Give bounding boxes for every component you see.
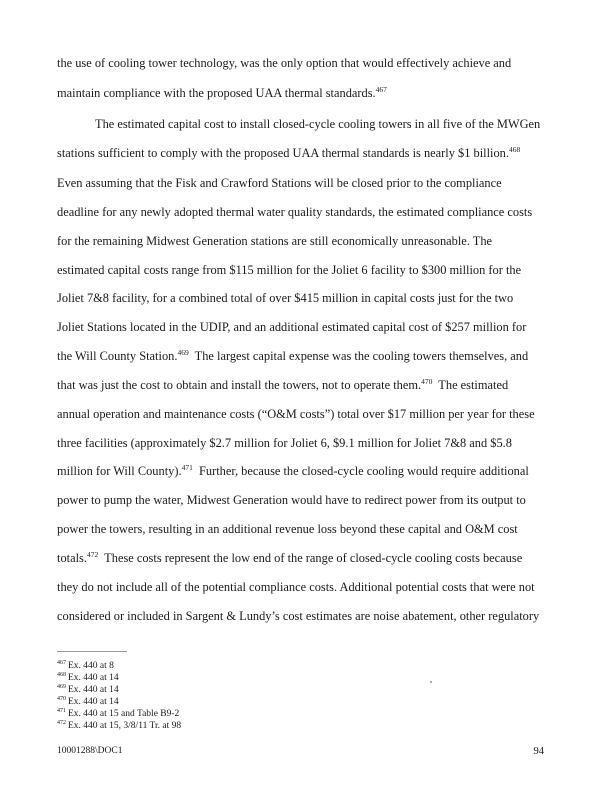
page-number: 94 xyxy=(533,746,544,757)
footnote-text: Ex. 440 at 15 and Table B9-2 xyxy=(68,709,180,719)
body-line-text: power the towers, resulting in an additional revenue loss beyond these capital and O&M cost xyxy=(57,522,518,536)
footnote xyxy=(57,697,119,708)
body-line xyxy=(57,56,511,70)
footnote xyxy=(57,721,181,732)
body-line-text: annual operation and maintenance costs (“O&M costs”) total over $17 million per year for these xyxy=(57,407,535,421)
body-line-text-cont: The largest capital expense was the cooling towers themselves, and xyxy=(188,349,529,363)
footnote-text: Ex. 440 at 14 xyxy=(68,697,119,707)
body-line-text: totals. xyxy=(57,551,87,565)
body-line xyxy=(57,176,502,190)
body-line xyxy=(95,117,540,131)
body-line xyxy=(57,436,512,450)
body-line-text: Joliet Stations located in the UDIP, and an additional estimated capital cost of $257 million for xyxy=(57,320,527,334)
footnote-number: 469 xyxy=(57,683,66,690)
body-line-text: deadline for any newly adopted thermal water quality standards, the estimated compliance costs xyxy=(57,205,533,219)
body-line-text-cont: Further, because the closed-cycle cooling would require additional xyxy=(192,464,529,478)
body-line-text: maintain compliance with the proposed UAA thermal standards. xyxy=(57,86,376,100)
footnote-ref[interactable]: 467 xyxy=(375,84,387,94)
footnote-text: Ex. 440 at 15, 3/8/11 Tr. at 98 xyxy=(68,721,182,731)
body-line-text: for the remaining Midwest Generation stations are still economically unreasonable. The xyxy=(57,234,493,248)
body-line-text: considered or included in Sargent & Lundy’s cost estimates are noise abatement, other regulatory xyxy=(57,609,540,623)
footnote-text: Ex. 440 at 8 xyxy=(68,661,114,671)
body-line xyxy=(57,349,528,363)
footnote-number: 467 xyxy=(57,659,66,666)
body-line-text: three facilities (approximately $2.7 million for Joliet 6, $9.1 million for Joliet 7&8 and $5.8 xyxy=(57,436,512,450)
footnote-text: Ex. 440 at 14 xyxy=(68,673,119,683)
body-line-text: Even assuming that the Fisk and Crawford Stations will be closed prior to the compliance xyxy=(57,176,502,190)
footnote-text: Ex. 440 at 14 xyxy=(68,685,119,695)
body-line xyxy=(57,146,520,160)
body-line-text: The estimated capital cost to install closed-cycle cooling towers in all five of the MWGen xyxy=(95,117,541,131)
body-line-text: power to pump the water, Midwest Generation would have to redirect power from its output to xyxy=(57,493,526,507)
footnote xyxy=(57,709,179,720)
footnote-ref[interactable]: 471 xyxy=(181,462,193,472)
footnote-ref[interactable]: 469 xyxy=(177,347,189,357)
scan-speck xyxy=(430,681,432,683)
footnote xyxy=(57,673,119,684)
body-line xyxy=(57,263,521,277)
document-id: 10001288\DOC1 xyxy=(57,746,123,756)
body-line xyxy=(57,609,539,623)
body-line-text: stations sufficient to comply with the proposed UAA thermal standards is nearly $1 billion. xyxy=(57,146,509,160)
body-line xyxy=(57,234,492,248)
body-line xyxy=(57,86,387,100)
body-line xyxy=(57,407,535,421)
body-line-text: the use of cooling tower technology, was the only option that would effectively achieve and xyxy=(57,56,512,70)
footnote xyxy=(57,685,119,696)
body-line-text: million for Will County). xyxy=(57,464,182,478)
footnote xyxy=(57,661,114,672)
body-line xyxy=(57,580,535,594)
body-line-text: they do not include all of the potential compliance costs. Additional potential costs that were not xyxy=(57,580,535,594)
footnote-ref[interactable]: 472 xyxy=(86,549,99,559)
footnote-number: 471 xyxy=(57,707,66,714)
body-line xyxy=(57,551,522,565)
body-line-text: that was just the cost to obtain and install the towers, not to operate them. xyxy=(57,378,422,392)
body-line-text-cont: These costs represent the low end of the range of closed-cycle cooling costs because xyxy=(98,551,523,565)
footnote-number: 468 xyxy=(57,671,66,678)
footnote-number: 472 xyxy=(57,719,66,726)
body-line xyxy=(57,205,532,219)
body-line xyxy=(57,378,508,392)
footnote-ref[interactable]: 468 xyxy=(508,144,521,154)
body-line xyxy=(57,320,526,334)
body-line-text: Joliet 7&8 facility, for a combined total of over $415 million in capital costs just for the two xyxy=(57,291,514,305)
footnote-separator xyxy=(57,651,127,652)
footnote-ref[interactable]: 470 xyxy=(421,376,433,386)
body-line xyxy=(57,464,529,478)
body-line xyxy=(57,522,518,536)
body-line xyxy=(57,291,513,305)
body-line-text: the Will County Station. xyxy=(57,349,178,363)
footnote-number: 470 xyxy=(57,695,66,702)
body-line xyxy=(57,493,526,507)
body-line-text: estimated capital costs range from $115 million for the Joliet 6 facility to $300 million for the xyxy=(57,263,522,277)
body-line-text-cont: The estimated xyxy=(432,378,509,392)
